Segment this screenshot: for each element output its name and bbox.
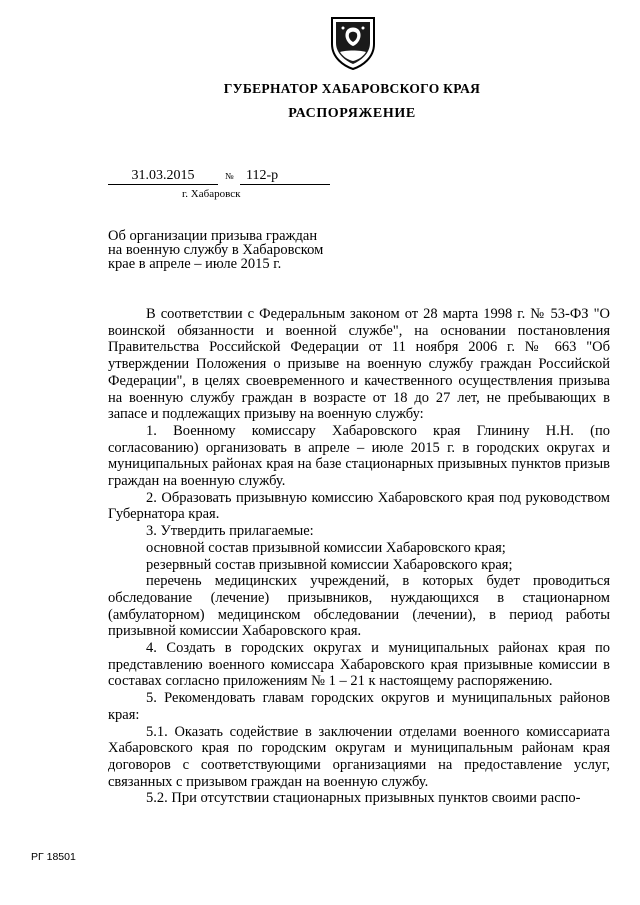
body-paragraph: В соответствии с Федеральным законом от 28 марта 1998 г. № 53-ФЗ "О воинской обязанности и военной службе", на основании постановления Правительства Российской Федерации от 11 ноября 2006 г. № 663 "Об утверждении Положения о призыве на военную службу граждан Российской Федерации", в целях своевременного и качественного осуществления призыва на военную службу граждан в возрасте от 18 до 27 лет, не пребывающих в запасе и подлежащих призыву на военную службу: bbox=[108, 306, 610, 423]
document-subject bbox=[108, 229, 343, 271]
body-paragraph: 2. Образовать призывную комиссию Хабаровского края под руководством Губернатора края. bbox=[108, 489, 610, 523]
document-body bbox=[108, 306, 610, 807]
body-paragraph: 4. Создать в городских округах и муниципальных районах края по представлению военного комиссара Хабаровского края призывные комиссии в составах согласно приложениям № 1 – 21 к настоящему распоряжению. bbox=[108, 640, 610, 690]
subject-line: Об организации призыва граждан bbox=[108, 228, 318, 244]
issuing-authority: ГУБЕРНАТОР ХАБАРОВСКОГО КРАЯ bbox=[223, 81, 481, 96]
body-paragraph: основной состав призывной комиссии Хабаровского края; bbox=[146, 539, 506, 556]
body-paragraph: 3. Утвердить прилагаемые: bbox=[146, 523, 314, 540]
number-sign: № bbox=[225, 171, 234, 181]
document-type: РАСПОРЯЖЕНИЕ bbox=[288, 106, 416, 121]
body-paragraph: резервный состав призывной комиссии Хабаровского края; bbox=[146, 556, 513, 573]
document-city: г. Хабаровск bbox=[182, 188, 241, 200]
body-paragraph: 5.2. При отсутствии стационарных призывных пунктов своими распо- bbox=[146, 790, 581, 807]
document-number: 112-р bbox=[240, 168, 330, 185]
subject-line: крае в апреле – июле 2015 г. bbox=[108, 256, 282, 272]
body-paragraph: 1. Военному комиссару Хабаровского края Глинину Н.Н. (по согласованию) организовать в апреле – июле 2015 г. в городских округах и муниципальных районах края на базе стационарных призывных пунктов призыв граждан на военную службу. bbox=[108, 422, 610, 490]
body-paragraph: 5. Рекомендовать главам городских округов и муниципальных районов края: bbox=[108, 690, 610, 723]
subject-line: на военную службу в Хабаровском bbox=[108, 242, 324, 258]
body-paragraph: 5.1. Оказать содействие в заключении отделами военного комиссариата Хабаровского края по городским округам и муниципальным районам края договоров с соответствующими организациями на предоставление услуг, связанных с призывом граждан на военную службу. bbox=[108, 723, 610, 790]
document-requisites bbox=[108, 168, 330, 186]
coat-of-arms-icon bbox=[328, 14, 378, 70]
footer-registry-code: РГ 18501 bbox=[31, 851, 76, 863]
body-paragraph: перечень медицинских учреждений, в которых будет проводиться обследование (лечение) призывников, нуждающихся в стационарном (амбулаторном) медицинском обследовании (лечении), в период работы призывной комиссии Хабаровского края. bbox=[108, 573, 610, 640]
document-date: 31.03.2015 bbox=[108, 168, 218, 185]
